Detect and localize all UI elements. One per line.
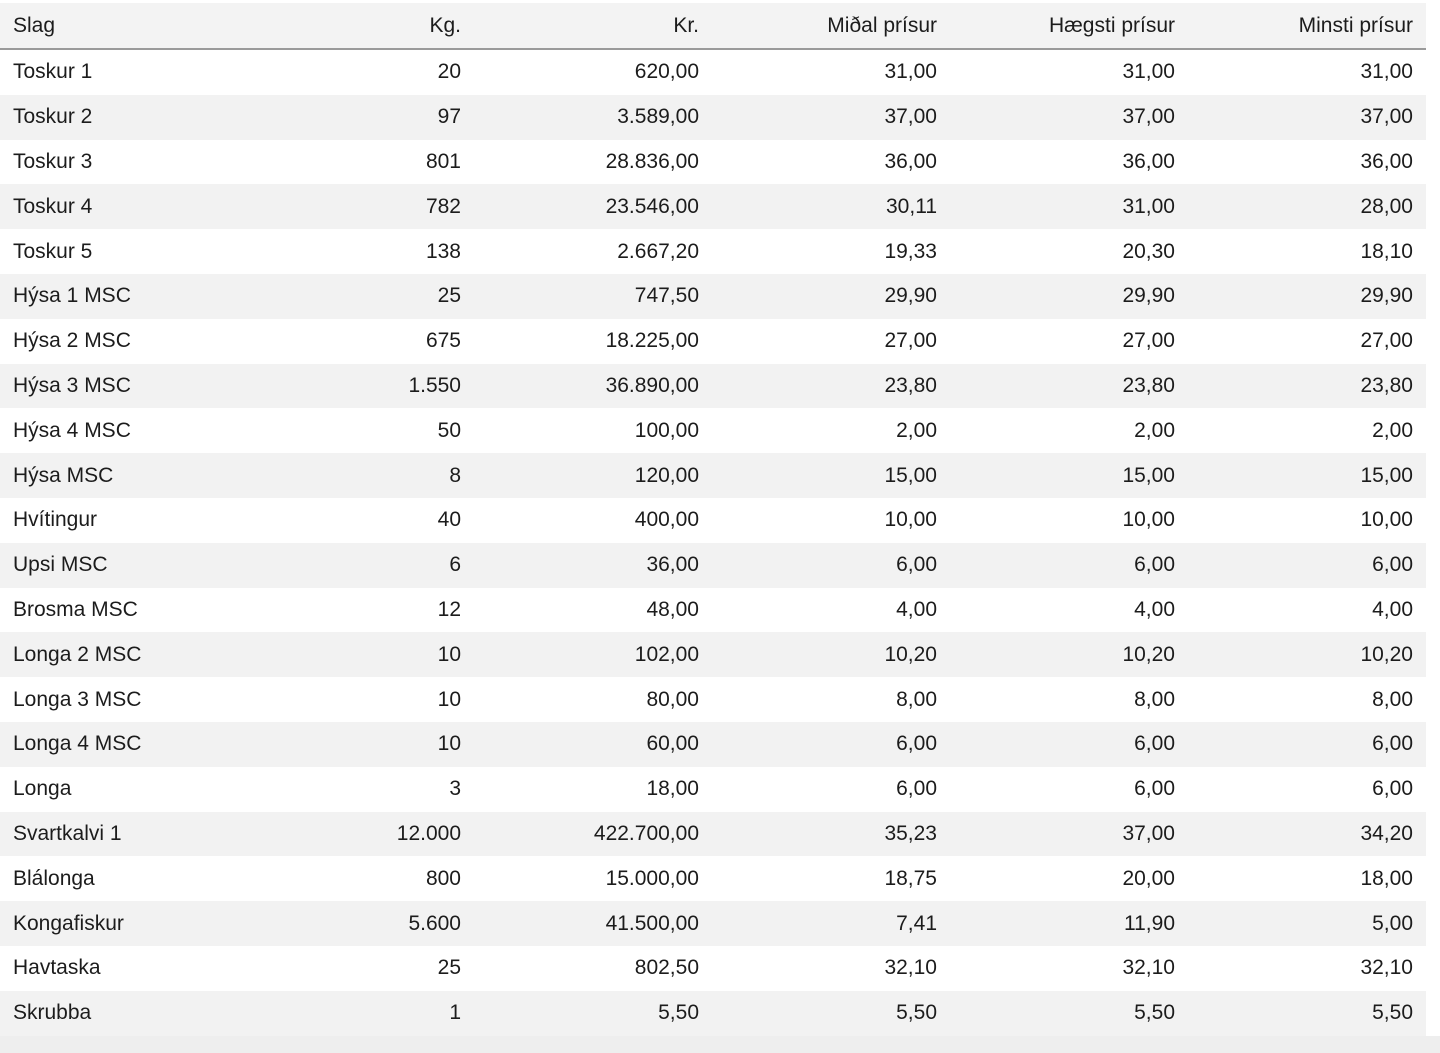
min-price-cell: 23,80 bbox=[1188, 364, 1426, 409]
avg-price-cell: 15,00 bbox=[712, 453, 950, 498]
table-row bbox=[0, 767, 1426, 812]
max-price-cell: 8,00 bbox=[950, 677, 1188, 722]
max-price-cell: 37,00 bbox=[950, 812, 1188, 857]
kg-cell: 40 bbox=[230, 498, 474, 543]
kg-cell: 6 bbox=[230, 543, 474, 588]
table-row bbox=[0, 991, 1426, 1036]
kr-cell: 36,00 bbox=[474, 543, 712, 588]
kr-cell: 422.700,00 bbox=[474, 812, 712, 857]
species-cell: Upsi MSC bbox=[0, 543, 230, 588]
avg-price-cell: 30,11 bbox=[712, 184, 950, 229]
kr-cell: 15.000,00 bbox=[474, 856, 712, 901]
avg-price-cell: 19,33 bbox=[712, 229, 950, 274]
min-price-cell: 5,00 bbox=[1188, 901, 1426, 946]
table-row bbox=[0, 453, 1426, 498]
column-header-slag[interactable]: Slag bbox=[0, 3, 230, 49]
column-header-max-price[interactable]: Hægsti prísur bbox=[950, 3, 1188, 49]
species-cell: Skrubba bbox=[0, 991, 230, 1036]
column-header-kg[interactable]: Kg. bbox=[230, 3, 474, 49]
max-price-cell: 6,00 bbox=[950, 722, 1188, 767]
avg-price-cell: 8,00 bbox=[712, 677, 950, 722]
species-cell: Toskur 2 bbox=[0, 95, 230, 140]
avg-price-cell: 35,23 bbox=[712, 812, 950, 857]
max-price-cell: 20,00 bbox=[950, 856, 1188, 901]
kr-cell: 620,00 bbox=[474, 49, 712, 95]
table-row bbox=[0, 677, 1426, 722]
max-price-cell: 6,00 bbox=[950, 767, 1188, 812]
max-price-cell: 4,00 bbox=[950, 588, 1188, 633]
table-row bbox=[0, 632, 1426, 677]
min-price-cell: 4,00 bbox=[1188, 588, 1426, 633]
kg-cell: 801 bbox=[230, 140, 474, 185]
min-price-cell: 2,00 bbox=[1188, 408, 1426, 453]
species-cell: Hýsa 1 MSC bbox=[0, 274, 230, 319]
table-row bbox=[0, 95, 1426, 140]
avg-price-cell: 2,00 bbox=[712, 408, 950, 453]
table-row bbox=[0, 588, 1426, 633]
avg-price-cell: 29,90 bbox=[712, 274, 950, 319]
min-price-cell: 10,20 bbox=[1188, 632, 1426, 677]
avg-price-cell: 6,00 bbox=[712, 543, 950, 588]
table-row bbox=[0, 812, 1426, 857]
kr-cell: 23.546,00 bbox=[474, 184, 712, 229]
species-cell: Hýsa MSC bbox=[0, 453, 230, 498]
table-row bbox=[0, 543, 1426, 588]
kr-cell: 18.225,00 bbox=[474, 319, 712, 364]
max-price-cell: 20,30 bbox=[950, 229, 1188, 274]
avg-price-cell: 4,00 bbox=[712, 588, 950, 633]
kr-cell: 48,00 bbox=[474, 588, 712, 633]
avg-price-cell: 10,00 bbox=[712, 498, 950, 543]
max-price-cell: 36,00 bbox=[950, 140, 1188, 185]
species-cell: Havtaska bbox=[0, 946, 230, 991]
column-header-min-price[interactable]: Minsti prísur bbox=[1188, 3, 1426, 49]
table-row bbox=[0, 498, 1426, 543]
min-price-cell: 32,10 bbox=[1188, 946, 1426, 991]
max-price-cell: 6,00 bbox=[950, 543, 1188, 588]
species-cell: Kongafiskur bbox=[0, 901, 230, 946]
max-price-cell: 23,80 bbox=[950, 364, 1188, 409]
max-price-cell: 11,90 bbox=[950, 901, 1188, 946]
kg-cell: 12.000 bbox=[230, 812, 474, 857]
table-header bbox=[0, 3, 1426, 49]
kg-cell: 10 bbox=[230, 677, 474, 722]
min-price-cell: 28,00 bbox=[1188, 184, 1426, 229]
kr-cell: 41.500,00 bbox=[474, 901, 712, 946]
table-row bbox=[0, 140, 1426, 185]
kg-cell: 25 bbox=[230, 946, 474, 991]
min-price-cell: 5,50 bbox=[1188, 991, 1426, 1036]
column-header-avg-price[interactable]: Miðal prísur bbox=[712, 3, 950, 49]
min-price-cell: 34,20 bbox=[1188, 812, 1426, 857]
kg-cell: 782 bbox=[230, 184, 474, 229]
min-price-cell: 6,00 bbox=[1188, 767, 1426, 812]
kg-cell: 97 bbox=[230, 95, 474, 140]
max-price-cell: 10,20 bbox=[950, 632, 1188, 677]
species-cell: Toskur 3 bbox=[0, 140, 230, 185]
avg-price-cell: 37,00 bbox=[712, 95, 950, 140]
kr-cell: 36.890,00 bbox=[474, 364, 712, 409]
max-price-cell: 29,90 bbox=[950, 274, 1188, 319]
kg-cell: 5.600 bbox=[230, 901, 474, 946]
species-cell: Toskur 4 bbox=[0, 184, 230, 229]
kg-cell: 20 bbox=[230, 49, 474, 95]
avg-price-cell: 6,00 bbox=[712, 767, 950, 812]
min-price-cell: 31,00 bbox=[1188, 49, 1426, 95]
max-price-cell: 10,00 bbox=[950, 498, 1188, 543]
kg-cell: 25 bbox=[230, 274, 474, 319]
table-row bbox=[0, 901, 1426, 946]
min-price-cell: 10,00 bbox=[1188, 498, 1426, 543]
max-price-cell: 31,00 bbox=[950, 184, 1188, 229]
avg-price-cell: 5,50 bbox=[712, 991, 950, 1036]
avg-price-cell: 36,00 bbox=[712, 140, 950, 185]
kr-cell: 120,00 bbox=[474, 453, 712, 498]
kg-cell: 10 bbox=[230, 632, 474, 677]
species-cell: Toskur 5 bbox=[0, 229, 230, 274]
avg-price-cell: 7,41 bbox=[712, 901, 950, 946]
kr-cell: 747,50 bbox=[474, 274, 712, 319]
table-row bbox=[0, 49, 1426, 95]
min-price-cell: 29,90 bbox=[1188, 274, 1426, 319]
species-cell: Brosma MSC bbox=[0, 588, 230, 633]
kr-cell: 100,00 bbox=[474, 408, 712, 453]
table-row bbox=[0, 274, 1426, 319]
kr-cell: 80,00 bbox=[474, 677, 712, 722]
table-row bbox=[0, 364, 1426, 409]
table-row bbox=[0, 856, 1426, 901]
min-price-cell: 6,00 bbox=[1188, 543, 1426, 588]
species-cell: Longa 4 MSC bbox=[0, 722, 230, 767]
max-price-cell: 5,50 bbox=[950, 991, 1188, 1036]
species-cell: Hýsa 4 MSC bbox=[0, 408, 230, 453]
kr-cell: 400,00 bbox=[474, 498, 712, 543]
table-row bbox=[0, 229, 1426, 274]
kg-cell: 10 bbox=[230, 722, 474, 767]
kr-cell: 102,00 bbox=[474, 632, 712, 677]
min-price-cell: 36,00 bbox=[1188, 140, 1426, 185]
kg-cell: 3 bbox=[230, 767, 474, 812]
header-row bbox=[0, 3, 1426, 49]
min-price-cell: 27,00 bbox=[1188, 319, 1426, 364]
min-price-cell: 15,00 bbox=[1188, 453, 1426, 498]
table-row bbox=[0, 319, 1426, 364]
avg-price-cell: 18,75 bbox=[712, 856, 950, 901]
min-price-cell: 8,00 bbox=[1188, 677, 1426, 722]
min-price-cell: 37,00 bbox=[1188, 95, 1426, 140]
avg-price-cell: 32,10 bbox=[712, 946, 950, 991]
column-header-kr[interactable]: Kr. bbox=[474, 3, 712, 49]
max-price-cell: 2,00 bbox=[950, 408, 1188, 453]
kg-cell: 138 bbox=[230, 229, 474, 274]
max-price-cell: 15,00 bbox=[950, 453, 1188, 498]
kr-cell: 5,50 bbox=[474, 991, 712, 1036]
kr-cell: 3.589,00 bbox=[474, 95, 712, 140]
max-price-cell: 31,00 bbox=[950, 49, 1188, 95]
table-row bbox=[0, 184, 1426, 229]
kg-cell: 800 bbox=[230, 856, 474, 901]
kr-cell: 28.836,00 bbox=[474, 140, 712, 185]
kg-cell: 8 bbox=[230, 453, 474, 498]
max-price-cell: 37,00 bbox=[950, 95, 1188, 140]
species-cell: Hvítingur bbox=[0, 498, 230, 543]
kr-cell: 2.667,20 bbox=[474, 229, 712, 274]
table-row bbox=[0, 722, 1426, 767]
kg-cell: 675 bbox=[230, 319, 474, 364]
max-price-cell: 27,00 bbox=[950, 319, 1188, 364]
kr-cell: 60,00 bbox=[474, 722, 712, 767]
kg-cell: 12 bbox=[230, 588, 474, 633]
avg-price-cell: 31,00 bbox=[712, 49, 950, 95]
kr-cell: 18,00 bbox=[474, 767, 712, 812]
min-price-cell: 18,00 bbox=[1188, 856, 1426, 901]
avg-price-cell: 27,00 bbox=[712, 319, 950, 364]
min-price-cell: 6,00 bbox=[1188, 722, 1426, 767]
species-cell: Hýsa 2 MSC bbox=[0, 319, 230, 364]
table-row bbox=[0, 408, 1426, 453]
horizontal-scrollbar[interactable] bbox=[0, 1036, 1440, 1053]
species-cell: Svartkalvi 1 bbox=[0, 812, 230, 857]
species-cell: Longa 2 MSC bbox=[0, 632, 230, 677]
kg-cell: 1.550 bbox=[230, 364, 474, 409]
min-price-cell: 18,10 bbox=[1188, 229, 1426, 274]
species-cell: Longa bbox=[0, 767, 230, 812]
avg-price-cell: 6,00 bbox=[712, 722, 950, 767]
max-price-cell: 32,10 bbox=[950, 946, 1188, 991]
table-row bbox=[0, 946, 1426, 991]
species-cell: Hýsa 3 MSC bbox=[0, 364, 230, 409]
kg-cell: 50 bbox=[230, 408, 474, 453]
avg-price-cell: 23,80 bbox=[712, 364, 950, 409]
species-cell: Longa 3 MSC bbox=[0, 677, 230, 722]
avg-price-cell: 10,20 bbox=[712, 632, 950, 677]
kg-cell: 1 bbox=[230, 991, 474, 1036]
kr-cell: 802,50 bbox=[474, 946, 712, 991]
table-body bbox=[0, 49, 1426, 1036]
species-cell: Toskur 1 bbox=[0, 49, 230, 95]
price-table bbox=[0, 3, 1426, 1036]
species-cell: Blálonga bbox=[0, 856, 230, 901]
